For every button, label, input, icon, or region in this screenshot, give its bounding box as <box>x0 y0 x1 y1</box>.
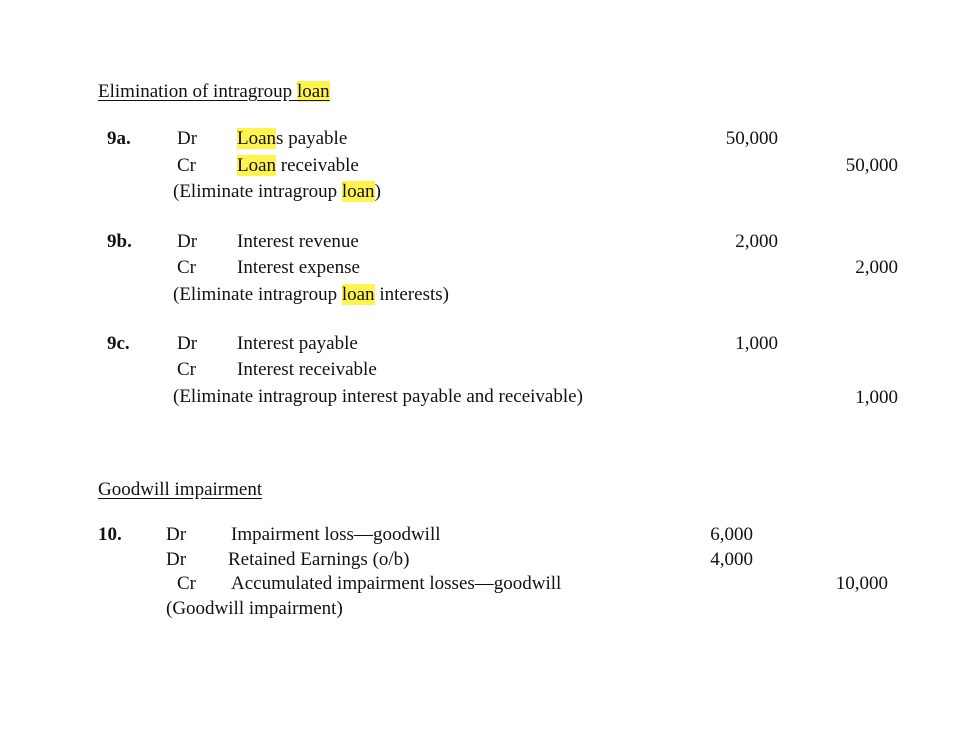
credit-label: Cr <box>177 359 196 380</box>
account-highlight: Loan <box>237 128 277 149</box>
debit-amount: 4,000 <box>710 549 753 570</box>
heading-highlight: loan <box>296 81 330 102</box>
debit-label: Dr <box>177 231 198 252</box>
section-heading-intragroup-loan <box>98 81 330 103</box>
narration-highlight: loan <box>341 181 375 202</box>
credit-account: Accumulated impairment losses—goodwill <box>231 573 562 594</box>
narration <box>173 181 381 203</box>
narration <box>173 284 449 306</box>
narration: (Goodwill impairment) <box>166 598 343 619</box>
credit-amount: 2,000 <box>855 257 898 278</box>
narration-text: interests) <box>374 284 449 305</box>
credit-label: Cr <box>177 155 196 176</box>
entry-number: 9a. <box>107 128 131 149</box>
credit-label: Cr <box>177 573 196 594</box>
narration-text: ) <box>374 181 381 202</box>
entry-number: 10. <box>98 524 122 545</box>
narration-highlight: loan <box>341 284 375 305</box>
debit-label: Dr <box>177 333 198 354</box>
debit-amount: 6,000 <box>710 524 753 545</box>
narration-text: (Eliminate intragroup <box>173 181 342 202</box>
debit-label: Dr <box>177 128 198 149</box>
section-heading-goodwill-impairment: Goodwill impairment <box>98 479 263 500</box>
account-highlight: Loan <box>237 155 277 176</box>
debit-account: Interest revenue <box>237 231 359 252</box>
credit-label: Cr <box>177 257 196 278</box>
credit-amount: 10,000 <box>835 573 888 594</box>
credit-account <box>237 155 359 177</box>
debit-amount: 50,000 <box>725 128 778 149</box>
debit-account: Interest payable <box>237 333 358 354</box>
debit-label: Dr <box>166 524 187 545</box>
entry-number: 9b. <box>107 231 132 252</box>
credit-amount: 1,000 <box>855 387 898 408</box>
debit-amount: 2,000 <box>735 231 778 252</box>
entry-number: 9c. <box>107 333 130 354</box>
credit-account: Interest expense <box>237 257 360 278</box>
debit-amount: 1,000 <box>735 333 778 354</box>
account-text: receivable <box>276 155 359 176</box>
account-text: s payable <box>276 128 348 149</box>
heading-text: Elimination of intragroup <box>98 81 297 102</box>
narration: (Eliminate intragroup interest payable and receivable) <box>173 386 583 407</box>
debit-account <box>237 128 347 150</box>
debit-account: Impairment loss—goodwill <box>231 524 441 545</box>
credit-amount: 50,000 <box>845 155 898 176</box>
credit-account: Interest receivable <box>237 359 377 380</box>
debit-label: Dr <box>166 549 187 570</box>
narration-text: (Eliminate intragroup <box>173 284 342 305</box>
debit-account: Retained Earnings (o/b) <box>228 549 410 570</box>
